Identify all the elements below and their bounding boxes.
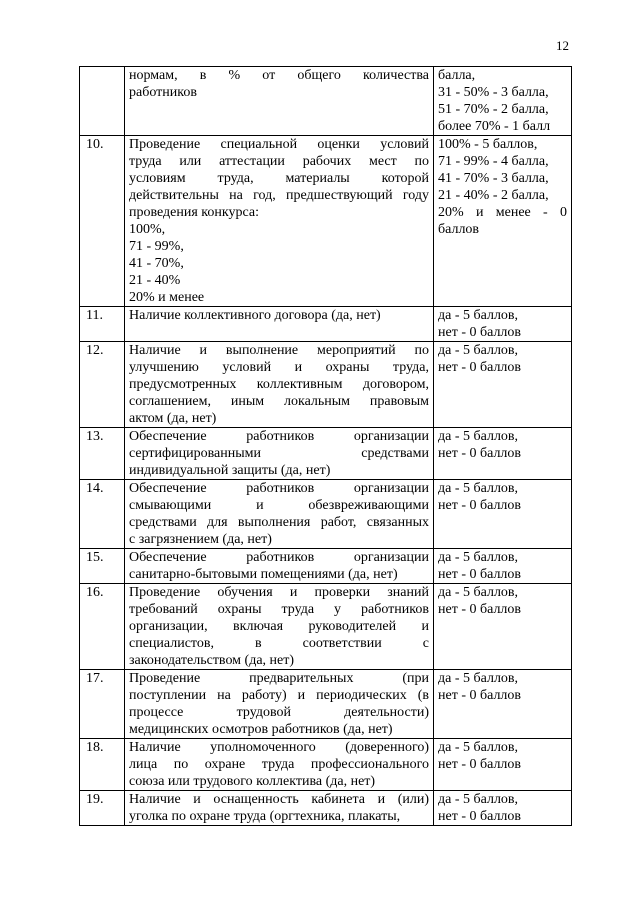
score-line: 51 - 70% - 2 балла, bbox=[438, 102, 549, 117]
criterion-line: труда или аттестации рабочих мест по bbox=[129, 154, 429, 169]
score-line: да - 5 баллов, bbox=[438, 308, 519, 323]
criterion-line: условиям труда, материалы которой bbox=[129, 171, 429, 186]
criterion-line: процессе трудовой деятельности) bbox=[129, 705, 429, 720]
score-line: да - 5 баллов, bbox=[438, 550, 519, 565]
table-row bbox=[80, 584, 572, 670]
score-line: нет - 0 баллов bbox=[438, 688, 522, 703]
score-cell bbox=[434, 739, 572, 791]
criterion-line: организации, включая руководителей и bbox=[129, 619, 429, 634]
criterion-line: 21 - 40% bbox=[129, 273, 181, 288]
score-line: 31 - 50% - 3 балла, bbox=[438, 85, 549, 100]
criterion-line: санитарно-бытовыми помещениями (да, нет) bbox=[129, 567, 398, 582]
score-line: да - 5 баллов, bbox=[438, 343, 519, 358]
criteria-table bbox=[79, 66, 572, 826]
criterion-line: улучшению условий и охраны труда, bbox=[129, 360, 429, 375]
criterion-cell bbox=[125, 307, 434, 342]
row-number: 13. bbox=[80, 428, 125, 480]
criterion-line: работников bbox=[129, 85, 197, 100]
score-line: да - 5 баллов, bbox=[438, 481, 519, 496]
score-line: нет - 0 баллов bbox=[438, 757, 522, 772]
criterion-cell bbox=[125, 136, 434, 307]
criterion-line: смывающими и обезвреживающими bbox=[129, 498, 429, 513]
score-line: 20% и менее - 0 bbox=[438, 205, 567, 220]
criterion-line: Проведение специальной оценки условий bbox=[129, 137, 429, 152]
table-row bbox=[80, 670, 572, 739]
table-row bbox=[80, 67, 572, 136]
criterion-cell bbox=[125, 67, 434, 136]
table-row bbox=[80, 739, 572, 791]
score-cell bbox=[434, 307, 572, 342]
score-line: нет - 0 баллов bbox=[438, 602, 522, 617]
criterion-cell bbox=[125, 342, 434, 428]
row-number: 18. bbox=[80, 739, 125, 791]
score-line: нет - 0 баллов bbox=[438, 809, 522, 824]
row-number: 12. bbox=[80, 342, 125, 428]
criterion-line: предусмотренных коллективным договором, bbox=[129, 377, 429, 392]
row-number: 10. bbox=[80, 136, 125, 307]
table-row bbox=[80, 428, 572, 480]
criterion-line: средствами для выполнения работ, связанных bbox=[129, 515, 429, 530]
criterion-line: индивидуальной защиты (да, нет) bbox=[129, 463, 331, 478]
criterion-cell bbox=[125, 480, 434, 549]
table-row bbox=[80, 480, 572, 549]
criterion-line: Проведение обучения и проверки знаний bbox=[129, 585, 429, 600]
row-number: 17. bbox=[80, 670, 125, 739]
table-row bbox=[80, 136, 572, 307]
criterion-line: Наличие и выполнение мероприятий по bbox=[129, 343, 429, 358]
score-line: 71 - 99% - 4 балла, bbox=[438, 154, 549, 169]
score-line: нет - 0 баллов bbox=[438, 567, 522, 582]
criterion-line: нормам, в % от общего количества bbox=[129, 68, 429, 83]
score-line: да - 5 баллов, bbox=[438, 740, 519, 755]
criterion-line: Обеспечение работников организации bbox=[129, 550, 429, 565]
criterion-line: действительны на год, предшествующий году bbox=[129, 188, 429, 203]
row-number: 15. bbox=[80, 549, 125, 584]
score-line: да - 5 баллов, bbox=[438, 792, 519, 807]
criterion-line: поступлении на работу) и периодических (в bbox=[129, 688, 429, 703]
table-row bbox=[80, 791, 572, 826]
score-cell bbox=[434, 428, 572, 480]
score-line: да - 5 баллов, bbox=[438, 585, 519, 600]
criterion-cell bbox=[125, 670, 434, 739]
score-cell bbox=[434, 584, 572, 670]
criterion-line: Наличие коллективного договора (да, нет) bbox=[129, 308, 381, 323]
row-number bbox=[80, 67, 125, 136]
score-cell bbox=[434, 549, 572, 584]
row-number: 14. bbox=[80, 480, 125, 549]
score-line: нет - 0 баллов bbox=[438, 446, 522, 461]
criterion-line: уголка по охране труда (оргтехника, плакаты, bbox=[129, 809, 401, 824]
criterion-line: лица по охране труда профессионального bbox=[129, 757, 429, 772]
criterion-line: 100%, bbox=[129, 222, 166, 237]
criterion-line: 71 - 99%, bbox=[129, 239, 184, 254]
score-line: да - 5 баллов, bbox=[438, 429, 519, 444]
score-cell bbox=[434, 67, 572, 136]
score-line: нет - 0 баллов bbox=[438, 325, 522, 340]
criterion-cell bbox=[125, 584, 434, 670]
score-line: 100% - 5 баллов, bbox=[438, 137, 538, 152]
criterion-line: специалистов, в соответствии с bbox=[129, 636, 429, 651]
criterion-line: соглашением, иным локальным правовым bbox=[129, 394, 429, 409]
criterion-line: сертифицированными средствами bbox=[129, 446, 429, 461]
score-cell bbox=[434, 136, 572, 307]
row-number: 19. bbox=[80, 791, 125, 826]
page-number: 12 bbox=[556, 38, 569, 53]
criteria-table-body bbox=[80, 67, 572, 826]
score-cell bbox=[434, 480, 572, 549]
criterion-line: актом (да, нет) bbox=[129, 411, 217, 426]
criterion-line: Проведение предварительных (при bbox=[129, 671, 429, 686]
row-number: 11. bbox=[80, 307, 125, 342]
criterion-line: 41 - 70%, bbox=[129, 256, 184, 271]
score-cell bbox=[434, 342, 572, 428]
score-line: более 70% - 1 балл bbox=[438, 119, 551, 134]
score-line: 41 - 70% - 3 балла, bbox=[438, 171, 549, 186]
criterion-cell bbox=[125, 791, 434, 826]
row-number: 16. bbox=[80, 584, 125, 670]
score-line: 21 - 40% - 2 балла, bbox=[438, 188, 549, 203]
criterion-line: проведения конкурса: bbox=[129, 205, 259, 220]
criterion-line: Обеспечение работников организации bbox=[129, 429, 429, 444]
score-line: баллов bbox=[438, 222, 480, 237]
score-line: нет - 0 баллов bbox=[438, 498, 522, 513]
score-line: балла, bbox=[438, 68, 476, 83]
criterion-cell bbox=[125, 549, 434, 584]
score-line: нет - 0 баллов bbox=[438, 360, 522, 375]
criterion-line: с загрязнением (да, нет) bbox=[129, 532, 272, 547]
criterion-cell bbox=[125, 428, 434, 480]
score-line: да - 5 баллов, bbox=[438, 671, 519, 686]
criterion-line: законодательством (да, нет) bbox=[129, 653, 295, 668]
table-row bbox=[80, 342, 572, 428]
score-cell bbox=[434, 670, 572, 739]
table-row bbox=[80, 307, 572, 342]
table-row bbox=[80, 549, 572, 584]
criterion-line: Обеспечение работников организации bbox=[129, 481, 429, 496]
criterion-line: 20% и менее bbox=[129, 290, 205, 305]
criterion-line: Наличие уполномоченного (доверенного) bbox=[129, 740, 429, 755]
criterion-line: союза или трудового коллектива (да, нет) bbox=[129, 774, 376, 789]
criterion-cell bbox=[125, 739, 434, 791]
criterion-line: требований охраны труда у работников bbox=[129, 602, 429, 617]
criterion-line: медицинских осмотров работников (да, нет) bbox=[129, 722, 393, 737]
score-cell bbox=[434, 791, 572, 826]
criterion-line: Наличие и оснащенность кабинета и (или) bbox=[129, 792, 429, 807]
